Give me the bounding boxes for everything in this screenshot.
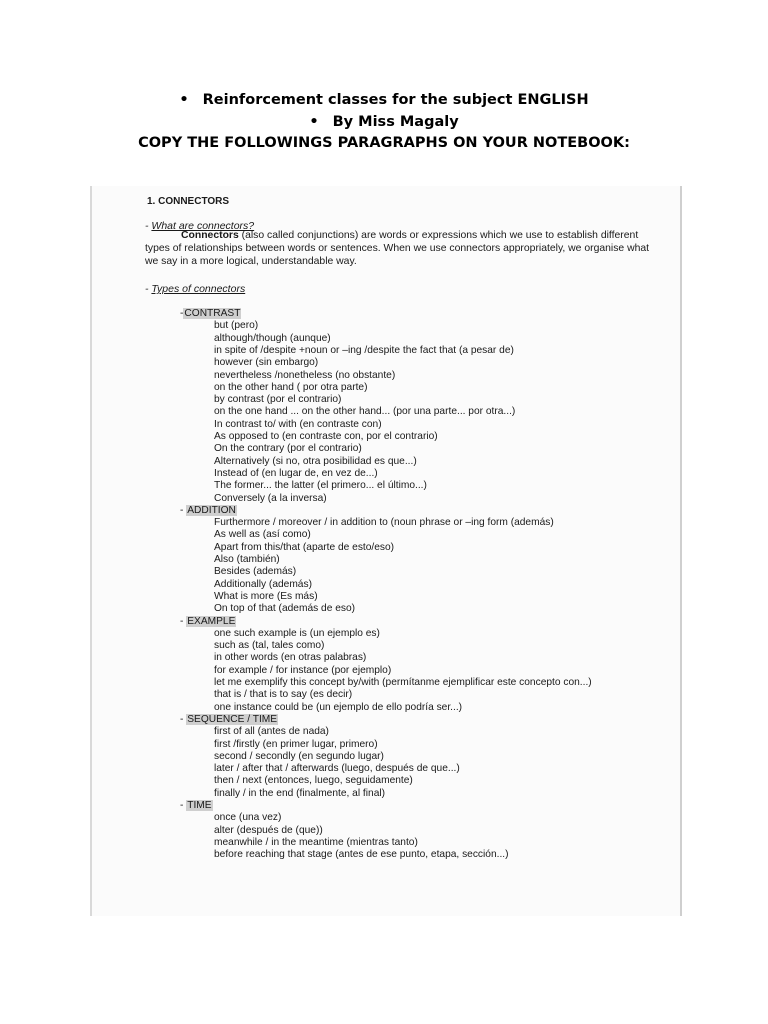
connector-item: on the one hand ... on the other hand... (por una parte... por otra...) — [214, 406, 516, 418]
connector-item: first of all (antes de nada) — [214, 726, 329, 738]
worksheet-title: 1. CONNECTORS — [147, 196, 230, 207]
connector-item: Alternatively (si no, otra posibilidad es que...) — [214, 455, 417, 467]
connector-item: meanwhile / in the meantime (mientras tanto) — [214, 836, 418, 848]
connectors-definition — [145, 230, 657, 268]
section-heading-sequence-time: - SEQUENCE / TIME — [180, 713, 278, 725]
connector-item: On the contrary (por el contrario) — [214, 443, 362, 455]
connector-item: then / next (entonces, luego, seguidamente) — [214, 775, 413, 787]
connector-item: As well as (así como) — [214, 529, 311, 541]
connector-item: in spite of /despite +noun or –ing /despite the fact that (a pesar de) — [214, 344, 514, 356]
connector-item: by contrast (por el contrario) — [214, 394, 342, 406]
header-line-1 — [0, 92, 768, 108]
scanned-worksheet — [90, 186, 682, 916]
section-heading-contrast: -CONTRAST — [180, 308, 241, 319]
definition-text: (also called conjunctions) are words or expressions which we use to establish different types of relationships between words or sentences. When we use connectors appropriately, we organise what we say in a more logical, understandable way. — [145, 230, 650, 267]
connector-item: in other words (en otras palabras) — [214, 652, 367, 664]
types-of-connectors-heading: - Types of connectors — [145, 283, 246, 295]
header-line-1-text: Reinforcement classes for the subject ENGLISH — [202, 92, 589, 108]
connector-item: Besides (además) — [214, 566, 297, 578]
connector-item: Apart from this/that (aparte de esto/eso) — [214, 541, 395, 553]
connector-item: first /firstly (en primer lugar, primero) — [214, 738, 378, 750]
section-heading-example: - EXAMPLE — [180, 615, 236, 627]
connector-item: On top of that (además de eso) — [214, 603, 356, 615]
connector-item: such as (tal, tales como) — [214, 640, 325, 652]
connector-item: nevertheless /nonetheless (no obstante) — [214, 369, 396, 381]
header-line-2 — [0, 114, 768, 130]
connector-item: however (sin embargo) — [214, 357, 319, 369]
connector-item: one such example is (un ejemplo es) — [214, 627, 380, 639]
connector-item: but (pero) — [214, 320, 259, 332]
connector-item: In contrast to/ with (en contraste con) — [214, 418, 382, 430]
bullet-icon: • — [179, 92, 189, 108]
connector-item: before reaching that stage (antes de ese punto, etapa, sección...) — [214, 849, 509, 861]
connector-item: second / secondly (en segundo lugar) — [214, 750, 384, 762]
header-line-2-text: By Miss Magaly — [332, 114, 459, 130]
connector-item: Furthermore / moreover / in addition to (noun phrase or –ing form (además) — [214, 517, 554, 529]
connector-item: on the other hand ( por otra parte) — [214, 381, 368, 393]
header-instruction: COPY THE FOLLOWINGS PARAGRAPHS ON YOUR NOTEBOOK: — [138, 135, 630, 151]
connector-item: that is / that is to say (es decir) — [214, 689, 353, 701]
connector-item: later / after that / afterwards (luego, después de que...) — [214, 763, 460, 775]
connectors-term: Connectors — [181, 230, 239, 241]
connector-item: As opposed to (en contraste con, por el contrario) — [214, 431, 438, 442]
bullet-icon: • — [309, 114, 319, 130]
connector-item: Instead of (en lugar de, en vez de...) — [214, 467, 378, 479]
connector-item: Additionally (además) — [214, 578, 312, 590]
connector-item: Conversely (a la inversa) — [214, 492, 327, 504]
connector-item: for example / for instance (por ejemplo) — [214, 664, 392, 676]
connector-item: The former... the latter (el primero... el último...) — [214, 480, 427, 492]
connector-item: Also (también) — [214, 554, 280, 565]
connector-item: although/though (aunque) — [214, 332, 331, 344]
connector-item: What is more (Es más) — [214, 590, 318, 602]
connector-item: one instance could be (un ejemplo de ello podría ser...) — [214, 701, 463, 713]
section-heading-time: - TIME — [180, 800, 212, 811]
section-heading-addition: - ADDITION — [180, 504, 236, 516]
connector-item: let me exemplify this concept by/with (permítanme ejemplificar este concepto con...) — [214, 677, 592, 688]
connector-item: alter (después de (que)) — [214, 824, 323, 836]
what-are-connectors-heading: - What are connectors? — [145, 220, 255, 232]
connector-item: once (una vez) — [214, 812, 282, 824]
connector-item: finally / in the end (finalmente, al final) — [214, 787, 386, 799]
